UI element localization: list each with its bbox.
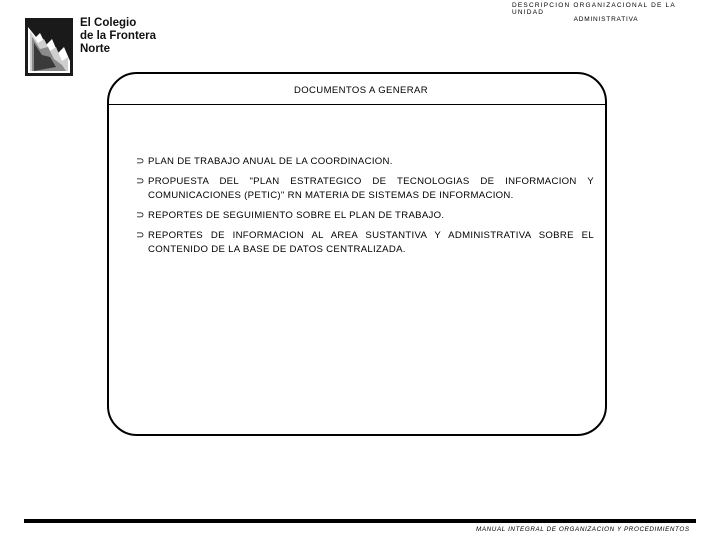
list-item-text: PLAN DE TRABAJO ANUAL DE LA COORDINACION.: [148, 156, 393, 167]
logo-wordmark: [80, 17, 156, 56]
list-item-text: PROPUESTA DEL "PLAN ESTRATEGICO DE TECNOLOGIAS DE INFORMACION Y COMUNICACIONES (PETIC)" RN MATERIA DE SISTEMAS DE INFORMACION.: [148, 176, 594, 201]
list-item: [136, 229, 594, 257]
arrow-bullet-icon: ⊃: [136, 210, 145, 221]
list-item: [136, 175, 594, 203]
header-description-line: DESCRIPCION ORGANIZACIONAL DE LA UNIDAD: [512, 2, 676, 16]
logo-line: de la Frontera: [80, 30, 157, 42]
arrow-bullet-icon: ⊃: [136, 176, 145, 187]
list-item-text: REPORTES DE INFORMACION AL AREA SUSTANTIVA Y ADMINISTRATIVA SOBRE EL CONTENIDO DE LA BASE DE DATOS CENTRALIZADA.: [148, 230, 594, 255]
header-description: [512, 2, 690, 23]
list-item: [136, 209, 594, 223]
list-item-text: REPORTES DE SEGUIMIENTO SOBRE EL PLAN DE TRABAJO.: [148, 210, 445, 221]
footer-text: MANUAL INTEGRAL DE ORGANIZACION Y PROCEDIMIENTOS: [476, 526, 690, 533]
logo-icon: [24, 17, 74, 77]
section-title: DOCUMENTOS A GENERAR: [294, 85, 428, 96]
footer-rule: [24, 519, 696, 523]
header-description-line: ADMINISTRATIVA: [573, 16, 639, 23]
logo-line: Norte: [80, 43, 111, 55]
document-list: [136, 155, 594, 263]
list-item: [136, 155, 594, 169]
frame-header: [109, 74, 605, 105]
arrow-bullet-icon: ⊃: [136, 230, 145, 241]
logo-line: El Colegio: [80, 17, 137, 29]
arrow-bullet-icon: ⊃: [136, 156, 145, 167]
